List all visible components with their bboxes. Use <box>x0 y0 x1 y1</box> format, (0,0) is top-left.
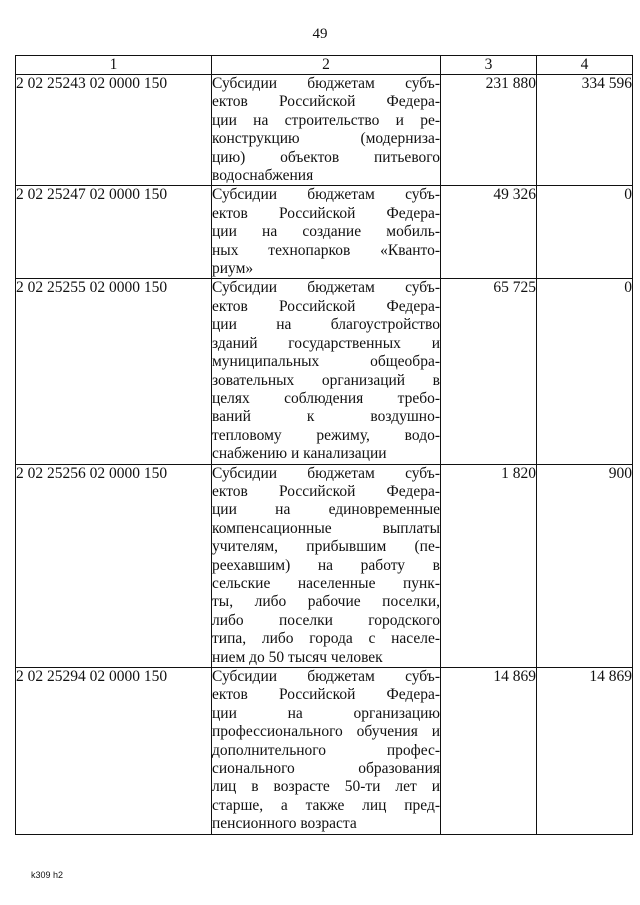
description-line: ектов Российской Федера- <box>212 482 440 500</box>
table-header-row <box>16 56 633 75</box>
description-line: пенсионного возраста <box>212 815 357 833</box>
description-line: зданий государственных и <box>212 334 440 352</box>
description-line: ты, либо рабочие поселки, <box>212 593 440 611</box>
description-line: конструкцию (модерниза- <box>212 130 440 148</box>
table-row <box>16 668 633 835</box>
description-line: ектов Российской Федера- <box>212 93 440 111</box>
description-line: типа, либо города с населе- <box>212 630 440 648</box>
description-line: ектов Российской Федера- <box>212 204 440 222</box>
description-line: муниципальных общеобра- <box>212 353 440 371</box>
column-header-4: 4 <box>537 56 633 75</box>
description-line: ных технопарков «Кванто- <box>212 241 440 259</box>
description-line: лиц в возрасте 50-ти лет и <box>212 778 440 796</box>
budget-code-cell: 2 02 25247 02 0000 150 <box>16 186 212 279</box>
amount-col4-cell: 900 <box>537 464 633 667</box>
description-line: нием до 50 тысяч человек <box>212 648 383 666</box>
description-line: Субсидии бюджетам субъ- <box>212 186 440 204</box>
description-cell <box>212 668 441 835</box>
description-line: ваний к воздушно- <box>212 408 440 426</box>
budget-code-cell: 2 02 25294 02 0000 150 <box>16 668 212 835</box>
description-cell <box>212 279 441 464</box>
description-line: ции на благоустройство <box>212 316 440 334</box>
table-body <box>16 75 633 835</box>
budget-code-cell: 2 02 25256 02 0000 150 <box>16 464 212 667</box>
description-line: тепловому режиму, водо- <box>212 426 440 444</box>
column-header-3: 3 <box>441 56 537 75</box>
description-line: сионального образования <box>212 760 440 778</box>
amount-col3-cell: 49 326 <box>441 186 537 279</box>
table-row <box>16 75 633 186</box>
description-line: ектов Российской Федера- <box>212 297 440 315</box>
description-line: сельские населенные пунк- <box>212 574 440 592</box>
description-line: ции на организацию <box>212 704 440 722</box>
description-line: водоснабжения <box>212 167 314 185</box>
description-line: ектов Российской Федера- <box>212 686 440 704</box>
description-line: Субсидии бюджетам субъ- <box>212 75 440 92</box>
description-line: профессионального обучения и <box>212 723 440 741</box>
description-cell <box>212 464 441 667</box>
description-line: цию) объектов питьевого <box>212 148 440 166</box>
footer-code: k309 h2 <box>31 870 64 880</box>
description-cell <box>212 75 441 186</box>
description-line: снабжению и канализации <box>212 445 387 463</box>
budget-table <box>15 55 633 835</box>
column-header-1: 1 <box>16 56 212 75</box>
amount-col3-cell: 65 725 <box>441 279 537 464</box>
description-line: Субсидии бюджетам субъ- <box>212 668 440 685</box>
column-header-2: 2 <box>212 56 441 75</box>
description-line: целях соблюдения требо- <box>212 389 440 407</box>
page-number: 49 <box>312 26 328 42</box>
table-row <box>16 464 633 667</box>
amount-col4-cell: 334 596 <box>537 75 633 186</box>
description-line: риум» <box>212 260 254 278</box>
description-line: учителям, прибывшим (пе- <box>212 538 440 556</box>
amount-col4-cell: 0 <box>537 279 633 464</box>
description-line: компенсационные выплаты <box>212 519 440 537</box>
table-row <box>16 279 633 464</box>
budget-code-cell: 2 02 25255 02 0000 150 <box>16 279 212 464</box>
description-line: Субсидии бюджетам субъ- <box>212 464 440 482</box>
amount-col3-cell: 1 820 <box>441 464 537 667</box>
description-line: реехавшим) на работу в <box>212 556 440 574</box>
table-row <box>16 186 633 279</box>
amount-col4-cell: 0 <box>537 186 633 279</box>
amount-col4-cell: 14 869 <box>537 668 633 835</box>
description-line: ции на строительство и ре- <box>212 111 440 129</box>
description-line: ции на единовременные <box>212 501 440 519</box>
description-line: дополнительного профес- <box>212 741 440 759</box>
description-line: ции на создание мобиль- <box>212 223 440 241</box>
amount-col3-cell: 14 869 <box>441 668 537 835</box>
description-line: старше, а также лиц пред- <box>212 796 440 814</box>
description-line: зовательных организаций в <box>212 371 440 389</box>
description-cell <box>212 186 441 279</box>
description-line: Субсидии бюджетам субъ- <box>212 279 440 297</box>
budget-code-cell: 2 02 25243 02 0000 150 <box>16 75 212 186</box>
amount-col3-cell: 231 880 <box>441 75 537 186</box>
description-line: либо поселки городского <box>212 611 440 629</box>
